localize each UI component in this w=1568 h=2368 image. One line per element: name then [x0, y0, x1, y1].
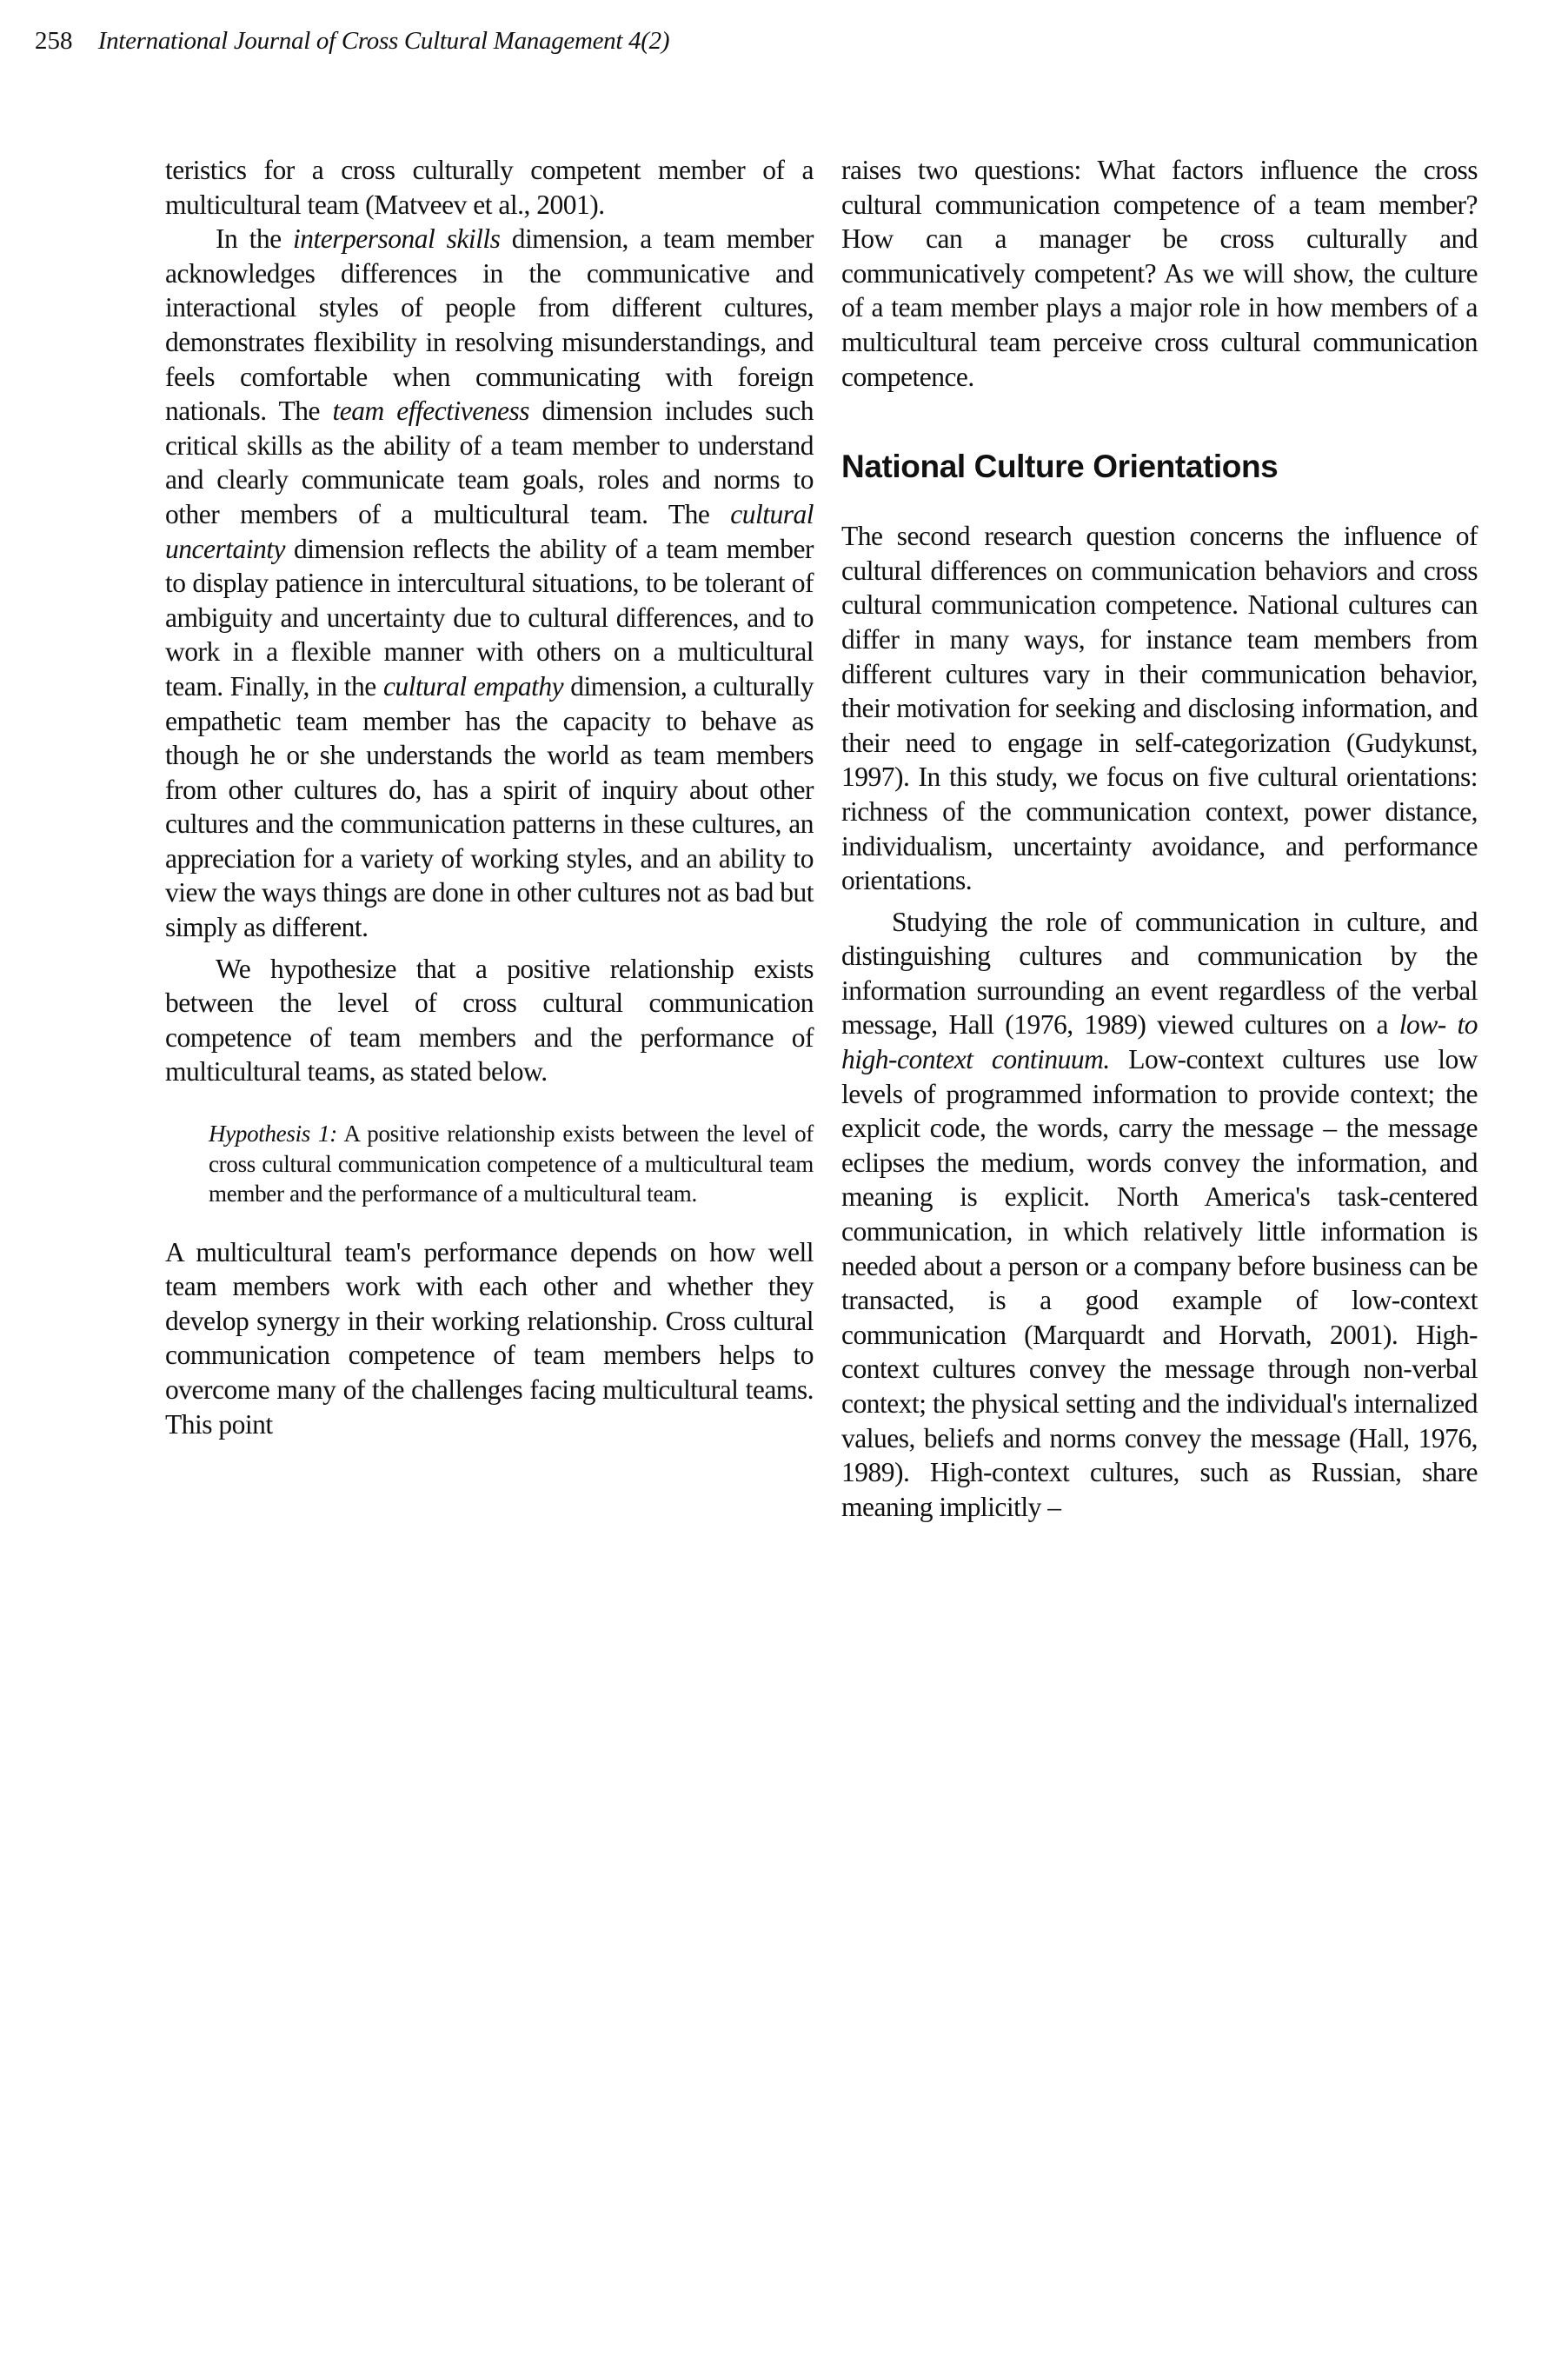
paragraph-dimensions [165, 222, 814, 944]
text-run: dimension includes such critical skills as the ability of a team member to understand and clearly communicate team goals, roles and norms to other members of a multicultural team. The [165, 396, 814, 529]
paragraph-research-question: The second research question concerns the influence of cultural differences on communication behaviors and cross cultural communication competence. National cultures can differ in many ways, for instance team members from different cultures vary in their communication behavior, their motivation for seeking and disclosing information, and their need to engage in self-categorization (Gudykunst, 1997). In this study, we focus on five cultural orientations: richness of the communication context, power distance, individualism, uncertainty avoidance, and performance orientations. [841, 521, 1478, 896]
term-cultural-empathy: cultural empathy [382, 670, 564, 702]
paragraph-context-continuum [841, 905, 1478, 1525]
text-run: Studying the role of communication in culture, and distinguishing cultures and communication by the information surrounding an event regardless of the verbal message, Hall (1976, 1989) viewed cultures on a [841, 906, 1478, 1041]
term-interpersonal-skills: interpersonal skills [293, 223, 501, 255]
right-column [841, 153, 1478, 1524]
paragraph-questions: raises two questions: What factors influence the cross cultural communication competence of a team member? How can a manager be cross culturally and communicatively competent? As we will show, the culture of a team member plays a major role in how members of a multicultural team perceive cross cultural communication competence. [841, 155, 1478, 392]
left-column [165, 153, 814, 1441]
page-number: 258 [35, 27, 73, 55]
text-run: dimension, a team member acknowledges differences in the communicative and interactional styles of people from different cultures, demonstrates flexibility in resolving misunderstandings, and feels comfortable when communicating with foreign nationals. The [165, 223, 814, 427]
section-heading: National Culture Orientations [841, 449, 1279, 485]
hypothesis-1 [209, 1119, 814, 1209]
term-context-continuum: low- to high-context continuum. [841, 1009, 1478, 1075]
term-cultural-uncertainty: cultural uncertainty [165, 498, 814, 564]
hypothesis-text: A positive relationship exists between the level of cross cultural communication competence of a multicultural team member and the performance of a multicultural team. [209, 1121, 814, 1207]
text-run: dimension, a culturally empathetic team member has the capacity to behave as though he or she understands the world as team members from other cultures do, has a spirit of inquiry about other cultures and the communication patterns in these cultures, an appreciation for a variety of working styles, and an ability to view the ways things are done in other cultures not as bad but simply as different. [165, 670, 814, 943]
hypothesis-label: Hypothesis 1: [209, 1121, 337, 1147]
text-run: dimension reflects the ability of a team member to display patience in intercultural situations, to be tolerant of ambiguity and uncertainty due to cultural differences, and to work in a flexible manner with others on a multicultural team. Finally, in the [165, 533, 814, 702]
running-header [35, 26, 669, 56]
paragraph-hypothesize: We hypothesize that a positive relationship exists between the level of cross cultural communication competence of team members and the performance of multicultural teams, as stated below. [165, 953, 814, 1088]
text-run: In the [216, 223, 294, 255]
journal-title: International Journal of Cross Cultural Management 4(2) [97, 27, 670, 55]
term-team-effectiveness: team effectiveness [332, 396, 529, 427]
text-run: Low-context cultures use low levels of programmed information to provide context; the explicit code, the words, carry the message – the message eclipses the medium, words convey the information, and meaning is explicit. North America's task-centered communication, in which relatively little information is needed about a person or a company before business can be transacted, is a good example of low-context communication (Marquardt and Horvath, 2001). High-context cultures convey the message through non-verbal context; the physical setting and the individual's internalized values, beliefs and norms convey the message (Hall, 1976, 1989). High-context cultures, such as Russian, share meaning implicitly – [841, 1044, 1478, 1522]
paragraph-continued: teristics for a cross culturally competent member of a multicultural team (Matveev et al., 2001). [165, 155, 814, 220]
paragraph-team-performance: A multicultural team's performance depends on how well team members work with each other and whether they develop synergy in their working relationship. Cross cultural communication competence of team members helps to overcome many of the challenges facing multicultural teams. This point [165, 1236, 814, 1440]
